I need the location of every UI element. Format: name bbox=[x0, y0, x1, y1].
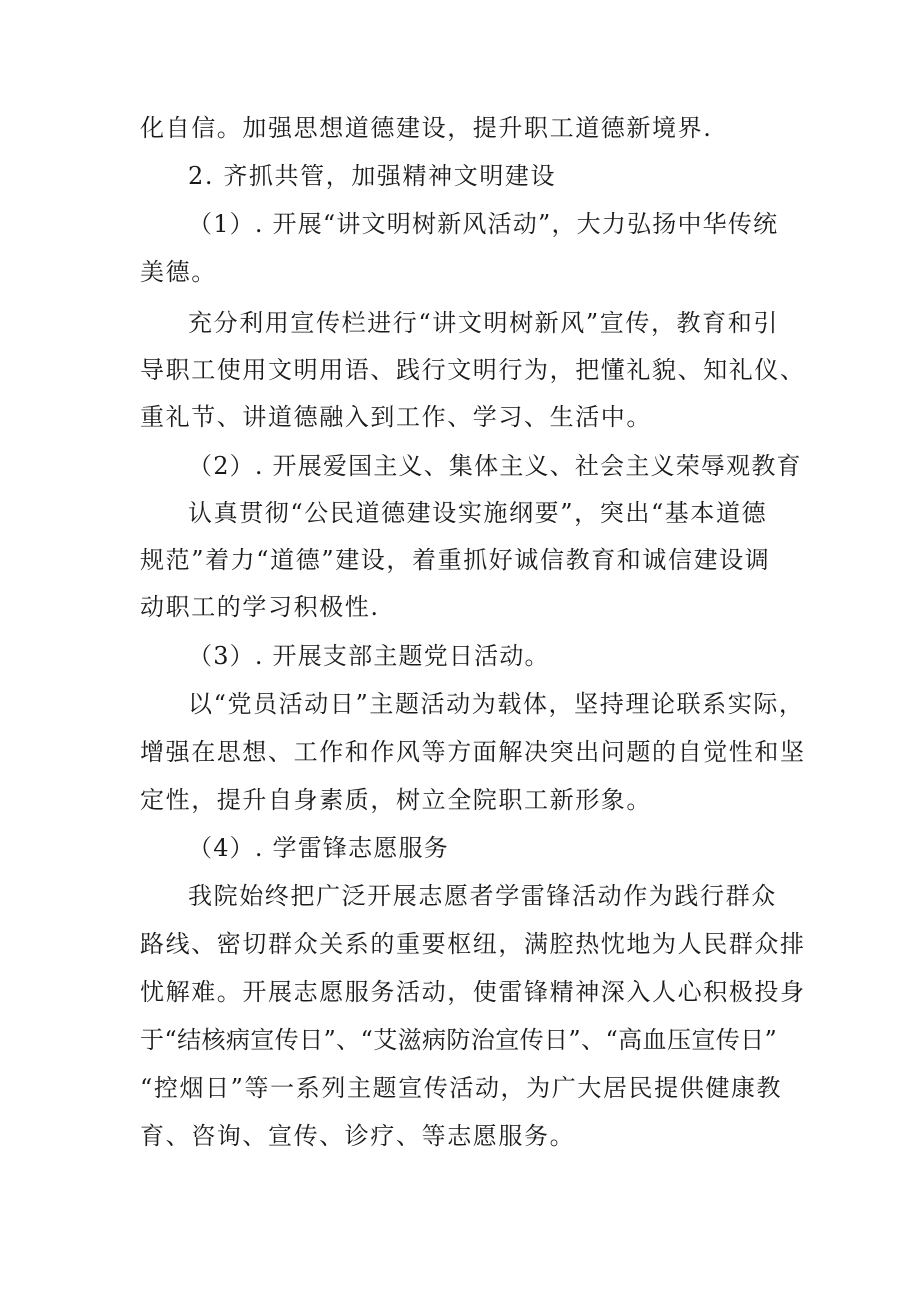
subsection-heading: （3）. 开展支部主题党日活动。 bbox=[188, 642, 550, 670]
subsection-heading: （2）. 开展爱国主义、集体主义、社会主义荣辱观教育 bbox=[188, 452, 802, 480]
paragraph-start: 以“党员活动日”主题活动为载体，坚持理论联系实际， bbox=[188, 690, 805, 718]
text-line: 定性，提升自身素质，树立全院职工新形象。 bbox=[140, 786, 652, 814]
text-line: 导职工使用文明用语、践行文明行为，把懂礼貌、知礼仪、 bbox=[140, 356, 806, 384]
text-line: 重礼节、讲道德融入到工作、学习、生活中。 bbox=[140, 403, 652, 431]
text-line: 忧解难。开展志愿服务活动，使雷锋精神深入人心积极投身 bbox=[140, 978, 806, 1006]
section-heading: 2. 齐抓共管，加强精神文明建设 bbox=[188, 162, 557, 190]
text-line: 增强在思想、工作和作风等方面解决突出问题的自觉性和坚 bbox=[140, 738, 806, 766]
text-line: 育、咨询、宣传、诊疗、等志愿服务。 bbox=[140, 1122, 576, 1150]
text-line: 规范”着力“道德”建设，着重抓好诚信教育和诚信建设调 bbox=[140, 546, 771, 574]
text-line: “控烟日”等一系列主题宣传活动，为广大居民提供健康教 bbox=[140, 1074, 783, 1102]
subsection-heading: （1）. 开展“讲文明树新风活动”，大力弘扬中华传统 bbox=[188, 210, 779, 238]
paragraph-start: 认真贯彻“公民道德建设实施纲要”，突出“基本道德 bbox=[188, 499, 768, 527]
text-line: 于“结核病宣传日”、“艾滋病防治宣传日”、“高血压宣传日” bbox=[140, 1026, 778, 1054]
text-line: 路线、密切群众关系的重要枢纽，满腔热忱地为人民群众排 bbox=[140, 930, 806, 958]
text-line: 化自信。加强思想道德建设，提升职工道德新境界. bbox=[140, 114, 713, 142]
paragraph-start: 我院始终把广泛开展志愿者学雷锋活动作为践行群众 bbox=[188, 882, 777, 910]
text-line: 动职工的学习积极性. bbox=[140, 593, 380, 621]
text-line: 美德。 bbox=[140, 258, 217, 286]
subsection-heading: （4）. 学雷锋志愿服务 bbox=[188, 834, 449, 862]
paragraph-start: 充分利用宣传栏进行“讲文明树新风”宣传，教育和引 bbox=[188, 309, 779, 337]
